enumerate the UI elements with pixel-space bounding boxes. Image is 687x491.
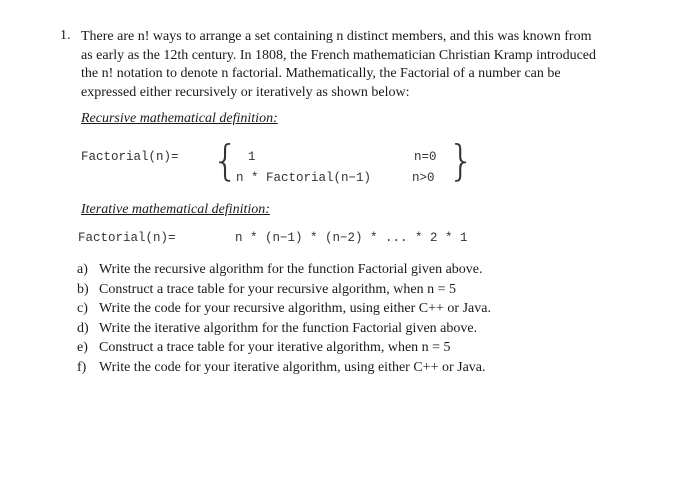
recursive-heading: Recursive mathematical definition: — [81, 111, 278, 126]
intro-paragraph — [81, 28, 641, 102]
intro-line: as early as the 12th century. In 1808, the French mathematician Christian Kramp introduced — [81, 47, 596, 63]
list-item — [77, 262, 483, 278]
list-item-text: Construct a trace table for your recursive algorithm, when n = 5 — [99, 281, 456, 297]
iterative-lhs: Factorial(n)= — [78, 231, 176, 245]
list-item-label: c) — [77, 301, 88, 316]
list-item — [77, 282, 456, 298]
iterative-rhs: n * (n−1) * (n−2) * ... * 2 * 1 — [235, 231, 468, 245]
case1-condition: n=0 — [414, 150, 437, 164]
list-item-label: e) — [77, 340, 88, 355]
list-item-label: a) — [77, 262, 88, 277]
case2-value: n * Factorial(n−1) — [236, 171, 372, 185]
intro-line: expressed either recursively or iteratively as shown below: — [81, 84, 410, 100]
case2-condition: n>0 — [412, 171, 435, 185]
left-brace: { — [212, 136, 239, 185]
list-item-text: Construct a trace table for your iterative algorithm, when n = 5 — [99, 340, 451, 355]
right-brace: } — [448, 136, 475, 185]
case1-value: 1 — [248, 150, 256, 164]
list-item-text: Write the iterative algorithm for the function Factorial given above. — [99, 320, 478, 336]
list-item — [77, 301, 491, 317]
list-item-text: Write the recursive algorithm for the function Factorial given above. — [99, 262, 483, 277]
list-item — [77, 340, 451, 356]
question-number: 1. — [60, 28, 71, 43]
intro-line: the n! notation to denote n factorial. Mathematically, the Factorial of a number can be — [81, 66, 561, 81]
list-item-text: Write the code for your iterative algorithm, using either C++ or Java. — [99, 359, 486, 375]
list-item-label: f) — [77, 359, 87, 375]
list-item — [77, 321, 477, 337]
list-item-text: Write the code for your recursive algorithm, using either C++ or Java. — [99, 301, 491, 316]
intro-line: There are n! ways to arrange a set containing n distinct members, and this was known from — [81, 29, 592, 44]
list-item-label: d) — [77, 320, 89, 336]
iterative-heading: Iterative mathematical definition: — [81, 202, 270, 217]
list-item — [77, 360, 486, 376]
list-item-label: b) — [77, 281, 89, 297]
recursive-lhs: Factorial(n)= — [81, 150, 179, 164]
